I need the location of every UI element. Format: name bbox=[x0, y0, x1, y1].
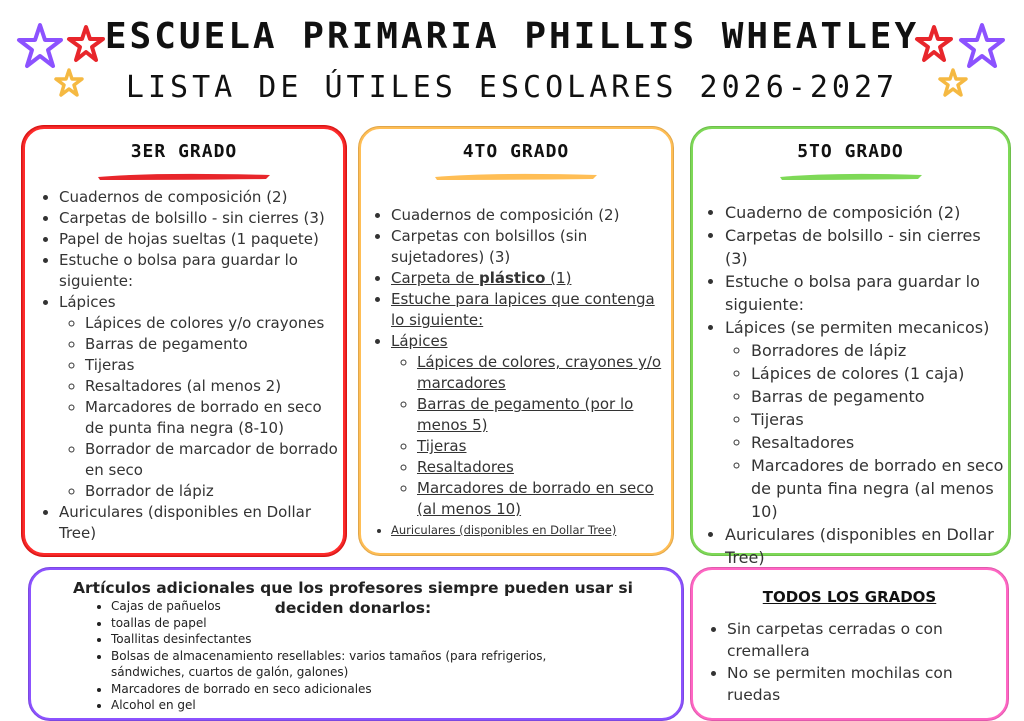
list-item: • Papel de hojas sueltas (1 paquete) bbox=[59, 229, 339, 250]
sub-list-item: ◦ Borrador de lápiz bbox=[85, 481, 339, 502]
red-star-icon-left bbox=[66, 24, 106, 64]
sub-list-item: ◦ Resaltadores (al menos 2) bbox=[85, 376, 339, 397]
list-item: • Carpetas con bolsillos (sin sujetadores) (3) bbox=[391, 226, 671, 268]
list-item: • Cajas de pañuelos bbox=[111, 598, 591, 615]
sub-list-item: ◦ Tijeras bbox=[751, 408, 1005, 431]
red-star-icon-right bbox=[914, 24, 954, 64]
list-item: • Cuaderno de composición (2) bbox=[725, 201, 1005, 224]
purple-star-icon-right bbox=[958, 22, 1006, 70]
list-item: • Estuche o bolsa para guardar lo siguiente: bbox=[59, 250, 339, 292]
list-item: • Auriculares (disponibles en Dollar Tree) bbox=[391, 520, 671, 541]
list-item bbox=[59, 292, 339, 502]
sub-list-item: ◦ Lápices de colores, crayones y/o marcadores bbox=[417, 352, 671, 394]
list-item bbox=[725, 316, 1005, 523]
grade3-title: 3ER GRADO bbox=[130, 141, 238, 162]
sub-list-item: ◦ Lápices de colores y/o crayones bbox=[85, 313, 339, 334]
school-title: ESCUELA PRIMARIA PHILLIS WHEATLEY bbox=[104, 16, 920, 57]
sub-list-item: ◦ Tijeras bbox=[417, 436, 671, 457]
sub-list-item: ◦ Borrador de marcador de borrado en seco bbox=[85, 439, 339, 481]
grade5-list bbox=[705, 201, 1005, 569]
all-grades-card bbox=[690, 567, 1009, 721]
green-brush-stroke bbox=[776, 171, 926, 181]
yellow-star-icon-left bbox=[54, 68, 84, 98]
yellow-star-icon-right bbox=[938, 68, 968, 98]
orange-brush-stroke bbox=[431, 171, 601, 181]
grade4-title: 4TO GRADO bbox=[462, 141, 570, 162]
list-item: • Cuadernos de composición (2) bbox=[59, 187, 339, 208]
sub-list-item: ◦ Barras de pegamento (por lo menos 5) bbox=[417, 394, 671, 436]
sub-list-item: ◦ Resaltadores bbox=[417, 457, 671, 478]
list-item: • Carpetas de bolsillo - sin cierres (3) bbox=[725, 224, 1005, 270]
all-grades-list bbox=[707, 618, 997, 706]
list-item-label: Lápices bbox=[391, 332, 448, 350]
grade5-title: 5TO GRADO bbox=[797, 141, 904, 162]
list-item-label: Lápices bbox=[59, 293, 116, 311]
grade5-card bbox=[690, 126, 1011, 567]
sub-list-item: ◦ Marcadores de borrado en seco (al menos 10) bbox=[417, 478, 671, 520]
all-grades-title: TODOS LOS GRADOS bbox=[762, 588, 937, 606]
list-item-label: Carpeta de bbox=[391, 269, 479, 287]
list-item: • Estuche para lapices que contenga lo siguiente: bbox=[391, 289, 671, 331]
list-item-label: Lápices (se permiten mecanicos) bbox=[725, 318, 990, 337]
sub-list-item: ◦ Lápices de colores (1 caja) bbox=[751, 362, 1005, 385]
grade3-card bbox=[22, 126, 346, 556]
additional-items-title: Artículos adicionales que los profesores siempre pueden usar si deciden donarlos: bbox=[73, 579, 633, 617]
list-item-count: (1) bbox=[545, 269, 572, 287]
list-item: • Carpetas de bolsillo - sin cierres (3) bbox=[59, 208, 339, 229]
sub-list-item: ◦ Barras de pegamento bbox=[751, 385, 1005, 408]
sub-list-item: ◦ Marcadores de borrado en seco de punta fina negra (8-10) bbox=[85, 397, 339, 439]
list-item: • Marcadores de borrado en seco adicionales bbox=[111, 681, 591, 698]
additional-items-list bbox=[91, 598, 591, 714]
grade4-card bbox=[358, 126, 674, 556]
sub-list-item: ◦ Marcadores de borrado en seco de punta fina negra (al menos 10) bbox=[751, 454, 1005, 523]
sub-list-item: ◦ Barras de pegamento bbox=[85, 334, 339, 355]
sub-list-item: ◦ Resaltadores bbox=[751, 431, 1005, 454]
list-item: • toallas de papel bbox=[111, 615, 591, 632]
list-item: • Auriculares (disponibles en Dollar Tree) bbox=[59, 502, 339, 544]
list-item: • Estuche o bolsa para guardar lo siguiente: bbox=[725, 270, 1005, 316]
list-item bbox=[391, 268, 671, 289]
red-brush-stroke bbox=[94, 171, 274, 181]
list-item: • Toallitas desinfectantes bbox=[111, 631, 591, 648]
list-item: • Bolsas de almacenamiento resellables: varios tamaños (para refrigerios, sándwiches, cuartos de galón, galones) bbox=[111, 648, 591, 681]
purple-star-icon-left bbox=[16, 22, 64, 70]
list-item: • No se permiten mochilas con ruedas bbox=[727, 662, 997, 706]
supply-list-subtitle: LISTA DE ÚTILES ESCOLARES 2026-2027 bbox=[125, 70, 899, 105]
additional-items-card bbox=[28, 567, 684, 721]
sub-list-item: ◦ Tijeras bbox=[85, 355, 339, 376]
list-item: • Alcohol en gel bbox=[111, 697, 591, 714]
grade3-list bbox=[39, 187, 339, 544]
list-item: • Cuadernos de composición (2) bbox=[391, 205, 671, 226]
sub-list-item: ◦ Borradores de lápiz bbox=[751, 339, 1005, 362]
list-item: • Sin carpetas cerradas o con cremallera bbox=[727, 618, 997, 662]
grade4-list bbox=[371, 205, 671, 541]
bold-word: plástico bbox=[478, 269, 546, 287]
list-item: • Auriculares (disponibles en Dollar Tree) bbox=[725, 523, 1005, 569]
list-item bbox=[391, 331, 671, 520]
